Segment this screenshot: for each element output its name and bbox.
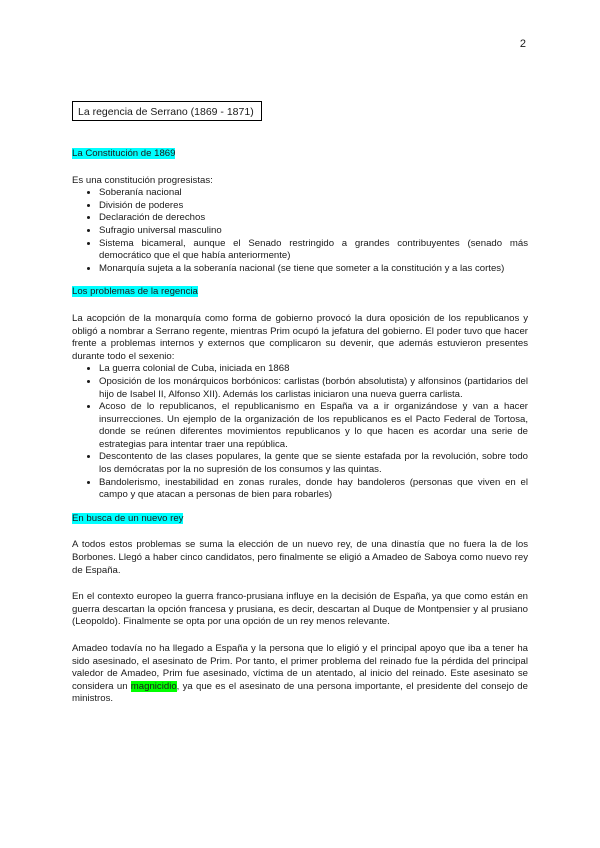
constitution-intro: Es una constitución progresistas: (72, 174, 213, 186)
highlighted-term: magnicidio (130, 680, 177, 692)
list-item: • Acoso de lo republicanos, el republicanismo en España va a ir organizándose y van a hacer insurrecciones. Un ejemplo de la organización de los republicanos es el Pacto Federal de Tortosa, donde se reúnen diferentes movimientos republicanos y lo que hacen es acordar una serie de estrategias para intentar traer una república. (99, 401, 528, 451)
list-item: • La guerra colonial de Cuba, iniciada en 1868 (99, 363, 528, 376)
page-number: 2 (519, 38, 526, 50)
list-item: • Monarquía sujeta a la soberanía nacional (se tiene que someter a la constitución y a las cortes) (99, 263, 528, 276)
list-item: • Bandolerismo, inestabilidad en zonas rurales, donde hay bandoleros (personas que viven en el campo y que atacan a personas de bien para robarles) (99, 477, 528, 502)
title-box: La regencia de Serrano (1869 - 1871) (72, 101, 262, 121)
list-item: • Declaración de derechos (99, 212, 528, 225)
list-item: • Soberanía nacional (99, 187, 528, 200)
section-heading-new-king: En busca de un nuevo rey (72, 512, 184, 524)
list-item: • Descontento de las clases populares, la gente que se siente estafada por la revolución, sobre todo los demócratas por la no supresión de los consumos y las quintas. (99, 451, 528, 476)
list-item: • Oposición de los monárquicos borbónicos: carlistas (borbón absolutista) y alfonsinos (partidarios del hijo de Isabel II, Alfonso XII). Además los carlistas iniciaron una nueva guerra carlista. (99, 376, 528, 401)
new-king-paragraph-3: Amadeo todavía no ha llegado a España y la persona que lo eligió y el principal apoyo que iba a tener ha sido asesinado, el asesinato de Prim. Por tanto, el primer problema del reinado fue la pérdida del principal valedor de Amadeo, Prim fue asesinado, víctima de un atentado, al inicio del reinado. Este asesinato se considera un magnicidio, ya que es el asesinato de una persona importante, el presidente del consejo de ministros. (72, 643, 528, 705)
problems-list (72, 363, 528, 502)
new-king-paragraph-2: En el contexto europeo la guerra franco-prusiana influye en la decisión de España, ya que como están en guerra descartan la opción francesa y prusiana, es decir, descartan al Duque de Montpensier y al prusiano (Leopoldo). Finalmente se opta por una opción de un rey menos relevante. (72, 591, 528, 628)
section-heading-constitution: La Constitución de 1869 (72, 148, 176, 159)
constitution-list (72, 187, 528, 275)
list-item: • Sufragio universal masculino (99, 225, 528, 238)
list-item: • Sistema bicameral, aunque el Senado restringido a grandes contribuyentes (senado más democrático que el que había anteriormente) (99, 238, 528, 263)
document-body (72, 148, 528, 706)
section-heading-problems: Los problemas de la regencia (72, 286, 198, 298)
list-item: • División de poderes (99, 200, 528, 213)
problems-intro: La acopción de la monarquía como forma de gobierno provocó la dura oposición de los republicanos y obligó a nombrar a Serrano regente, mientras Prim ocupó la jefatura del gobierno. El poder tuvo que hacer frente a problemas internos y externos que complicaron su devenir, que además estuvieron presentes durante todo el sexenio: (72, 312, 528, 362)
new-king-paragraph-1: A todos estos problemas se suma la elección de un nuevo rey, de una dinastía que no fuera la de los Borbones. Llegó a haber cinco candidatos, pero finalmente se eligió a Amadeo de Saboya como nuevo rey de España. (72, 539, 528, 576)
